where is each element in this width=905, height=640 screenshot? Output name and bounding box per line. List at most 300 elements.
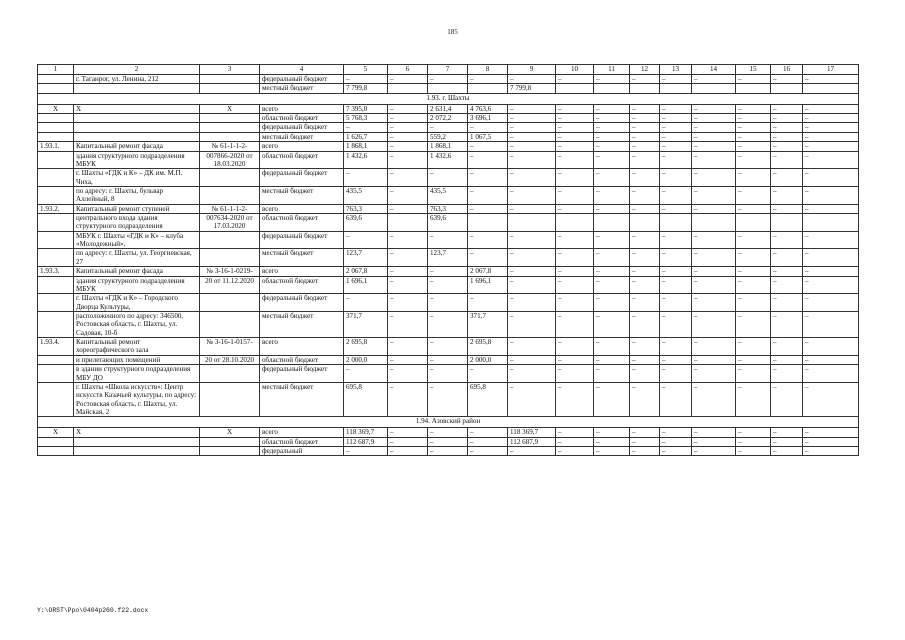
amount-cell: – bbox=[630, 132, 660, 141]
amount-cell: – bbox=[594, 186, 630, 204]
amount-cell: – bbox=[556, 132, 594, 141]
funding-source-cell: местный бюджет bbox=[260, 132, 344, 141]
amount-cell: – bbox=[594, 294, 630, 312]
amount-cell: – bbox=[736, 204, 771, 213]
object-name-cell: расположенного по адресу: 346500, Ростовская область, г. Шахты, ул. Садовая, 10-б bbox=[74, 311, 200, 337]
amount-cell: – bbox=[556, 142, 594, 151]
amount-cell: – bbox=[594, 123, 630, 132]
amount-cell: – bbox=[388, 231, 428, 249]
amount-cell: – bbox=[388, 204, 428, 213]
table-row bbox=[38, 231, 859, 249]
amount-cell: – bbox=[736, 311, 771, 337]
amount-cell bbox=[803, 84, 859, 93]
object-name-cell: МБУК г. Шахты «ГДК и К» – клуба «Молодежный», bbox=[74, 231, 200, 249]
amount-cell: 639,6 bbox=[428, 214, 468, 232]
column-number-cell: 17 bbox=[803, 65, 859, 75]
amount-cell: – bbox=[508, 338, 556, 356]
amount-cell: – bbox=[468, 151, 508, 169]
amount-cell: – bbox=[771, 132, 803, 141]
amount-cell: – bbox=[692, 142, 736, 151]
object-name-cell: здания структурного подразделения МБУК bbox=[74, 151, 200, 169]
table-row bbox=[38, 294, 859, 312]
amount-cell: 763,3 bbox=[344, 204, 388, 213]
amount-cell: – bbox=[388, 186, 428, 204]
amount-cell: – bbox=[692, 75, 736, 84]
object-name-cell: г. Шахты «ГДК и К» – ДК им. М.П. Чиха, bbox=[74, 169, 200, 187]
amount-cell: – bbox=[594, 311, 630, 337]
amount-cell: – bbox=[660, 249, 692, 267]
document-number-cell bbox=[200, 382, 260, 416]
amount-cell: – bbox=[556, 382, 594, 416]
document-number-cell: № 61-1-1-2- bbox=[200, 142, 260, 151]
amount-cell: – bbox=[630, 123, 660, 132]
amount-cell: – bbox=[594, 338, 630, 356]
amount-cell: – bbox=[428, 437, 468, 446]
amount-cell: – bbox=[736, 294, 771, 312]
amount-cell: – bbox=[556, 428, 594, 437]
amount-cell: – bbox=[660, 186, 692, 204]
table-row bbox=[38, 214, 859, 232]
amount-cell: – bbox=[736, 142, 771, 151]
amount-cell: – bbox=[771, 104, 803, 113]
amount-cell: – bbox=[736, 231, 771, 249]
amount-cell: – bbox=[660, 267, 692, 276]
amount-cell: – bbox=[508, 267, 556, 276]
amount-cell: – bbox=[388, 437, 428, 446]
table-row bbox=[38, 104, 859, 113]
amount-cell: – bbox=[468, 75, 508, 84]
amount-cell: 2 695,8 bbox=[344, 338, 388, 356]
item-number-cell bbox=[38, 365, 74, 383]
object-name-cell: и прилегающих помещений bbox=[74, 355, 200, 364]
funding-source-cell: местный бюджет bbox=[260, 249, 344, 267]
document-number-cell: 20 от 28.10.2020 bbox=[200, 355, 260, 364]
amount-cell: – bbox=[660, 382, 692, 416]
item-number-cell bbox=[38, 151, 74, 169]
amount-cell: – bbox=[692, 231, 736, 249]
amount-cell: – bbox=[594, 104, 630, 113]
column-number-cell: 1 bbox=[38, 65, 74, 75]
amount-cell: – bbox=[594, 276, 630, 294]
amount-cell: 7 799,8 bbox=[508, 84, 556, 93]
amount-cell: – bbox=[428, 169, 468, 187]
amount-cell: – bbox=[771, 151, 803, 169]
amount-cell: 559,2 bbox=[428, 132, 468, 141]
table-row bbox=[38, 132, 859, 141]
amount-cell: – bbox=[594, 382, 630, 416]
item-number-cell: 1.93.2. bbox=[38, 204, 74, 213]
item-number-cell bbox=[38, 132, 74, 141]
amount-cell: – bbox=[508, 294, 556, 312]
amount-cell: – bbox=[556, 447, 594, 456]
table-row bbox=[38, 186, 859, 204]
amount-cell: – bbox=[803, 151, 859, 169]
amount-cell: – bbox=[556, 437, 594, 446]
funding-source-cell: федеральный bbox=[260, 447, 344, 456]
amount-cell bbox=[468, 214, 508, 232]
funding-source-cell: местный бюджет bbox=[260, 311, 344, 337]
funding-source-cell: федеральный бюджет bbox=[260, 365, 344, 383]
amount-cell: – bbox=[736, 186, 771, 204]
amount-cell bbox=[594, 214, 630, 232]
item-number-cell bbox=[38, 355, 74, 364]
amount-cell: – bbox=[428, 276, 468, 294]
amount-cell: – bbox=[630, 447, 660, 456]
amount-cell bbox=[556, 84, 594, 93]
amount-cell: – bbox=[556, 311, 594, 337]
amount-cell: 3 696,1 bbox=[468, 114, 508, 123]
section-heading: 1.94. Азовский район bbox=[38, 417, 859, 428]
amount-cell: 371,7 bbox=[468, 311, 508, 337]
column-number-cell: 15 bbox=[736, 65, 771, 75]
object-name-cell: по адресу: г. Шахты, бульвар Аллейный, 8 bbox=[74, 186, 200, 204]
table-row bbox=[38, 114, 859, 123]
amount-cell: 639,6 bbox=[344, 214, 388, 232]
item-number-cell bbox=[38, 84, 74, 93]
amount-cell: – bbox=[771, 75, 803, 84]
amount-cell: – bbox=[388, 294, 428, 312]
amount-cell: – bbox=[660, 75, 692, 84]
funding-source-cell: местный бюджет bbox=[260, 84, 344, 93]
amount-cell: – bbox=[594, 114, 630, 123]
amount-cell: – bbox=[556, 249, 594, 267]
document-number-cell: № 3-16-1-0157- bbox=[200, 338, 260, 356]
amount-cell: – bbox=[428, 355, 468, 364]
amount-cell: – bbox=[388, 382, 428, 416]
amount-cell: 1 067,5 bbox=[468, 132, 508, 141]
amount-cell: – bbox=[630, 338, 660, 356]
amount-cell: – bbox=[468, 186, 508, 204]
amount-cell: – bbox=[594, 75, 630, 84]
document-number-cell: X bbox=[200, 428, 260, 437]
table-row bbox=[38, 382, 859, 416]
amount-cell: – bbox=[468, 123, 508, 132]
item-number-cell bbox=[38, 294, 74, 312]
amount-cell: – bbox=[388, 311, 428, 337]
document-number-cell: 007866-2020 от 18.03.2020 bbox=[200, 151, 260, 169]
amount-cell: – bbox=[660, 204, 692, 213]
amount-cell: – bbox=[428, 311, 468, 337]
amount-cell: 2 000,0 bbox=[468, 355, 508, 364]
amount-cell: – bbox=[556, 365, 594, 383]
amount-cell: – bbox=[660, 355, 692, 364]
table-row bbox=[38, 267, 859, 276]
amount-cell: 118 369,7 bbox=[344, 428, 388, 437]
amount-cell: 1 696,1 bbox=[468, 276, 508, 294]
page-number: 185 bbox=[447, 28, 458, 36]
amount-cell: – bbox=[803, 132, 859, 141]
item-number-cell bbox=[38, 276, 74, 294]
amount-cell: – bbox=[344, 123, 388, 132]
amount-cell: – bbox=[508, 114, 556, 123]
amount-cell: – bbox=[428, 294, 468, 312]
funding-source-cell: областной бюджет bbox=[260, 437, 344, 446]
amount-cell: – bbox=[388, 338, 428, 356]
item-number-cell bbox=[38, 114, 74, 123]
amount-cell: – bbox=[736, 428, 771, 437]
amount-cell: – bbox=[508, 311, 556, 337]
amount-cell: – bbox=[508, 151, 556, 169]
amount-cell: – bbox=[388, 123, 428, 132]
item-number-cell bbox=[38, 214, 74, 232]
amount-cell bbox=[660, 214, 692, 232]
amount-cell: – bbox=[594, 365, 630, 383]
object-name-cell bbox=[74, 123, 200, 132]
amount-cell: – bbox=[388, 104, 428, 113]
amount-cell: – bbox=[736, 169, 771, 187]
amount-cell: – bbox=[388, 447, 428, 456]
amount-cell: – bbox=[344, 365, 388, 383]
amount-cell: – bbox=[556, 169, 594, 187]
amount-cell: – bbox=[803, 338, 859, 356]
amount-cell: – bbox=[692, 365, 736, 383]
object-name-cell bbox=[74, 132, 200, 141]
amount-cell bbox=[803, 214, 859, 232]
amount-cell: 112 687,9 bbox=[508, 437, 556, 446]
table-row bbox=[38, 276, 859, 294]
object-name-cell: по адресу: г. Шахты, ул. Георгиевская, 27 bbox=[74, 249, 200, 267]
amount-cell: – bbox=[428, 338, 468, 356]
funding-source-cell: всего bbox=[260, 338, 344, 356]
amount-cell: 112 687,9 bbox=[344, 437, 388, 446]
amount-cell: 371,7 bbox=[344, 311, 388, 337]
amount-cell: – bbox=[771, 169, 803, 187]
amount-cell bbox=[388, 84, 428, 93]
amount-cell: 435,5 bbox=[344, 186, 388, 204]
amount-cell: – bbox=[736, 151, 771, 169]
object-name-cell: г. Шахты «ГДК и К» – Городского Дворца Культуры, bbox=[74, 294, 200, 312]
amount-cell: – bbox=[692, 428, 736, 437]
section-heading: 1.93. г. Шахты bbox=[38, 93, 859, 104]
amount-cell: – bbox=[771, 437, 803, 446]
amount-cell bbox=[771, 84, 803, 93]
amount-cell: – bbox=[428, 447, 468, 456]
document-number-cell bbox=[200, 294, 260, 312]
amount-cell: – bbox=[660, 338, 692, 356]
amount-cell: – bbox=[468, 294, 508, 312]
column-number-cell: 10 bbox=[556, 65, 594, 75]
amount-cell: – bbox=[594, 231, 630, 249]
amount-cell: – bbox=[508, 123, 556, 132]
amount-cell: – bbox=[468, 249, 508, 267]
amount-cell: – bbox=[508, 104, 556, 113]
amount-cell: – bbox=[803, 75, 859, 84]
funding-source-cell: федеральный бюджет bbox=[260, 75, 344, 84]
amount-cell: – bbox=[508, 365, 556, 383]
amount-cell: 2 067,8 bbox=[468, 267, 508, 276]
amount-cell bbox=[468, 84, 508, 93]
document-number-cell bbox=[200, 447, 260, 456]
amount-cell: – bbox=[630, 365, 660, 383]
funding-source-cell: областной бюджет bbox=[260, 114, 344, 123]
amount-cell: 763,3 bbox=[428, 204, 468, 213]
amount-cell: – bbox=[630, 231, 660, 249]
amount-cell: – bbox=[736, 338, 771, 356]
amount-cell: – bbox=[388, 249, 428, 267]
document-number-cell bbox=[200, 231, 260, 249]
amount-cell: – bbox=[388, 75, 428, 84]
table-row bbox=[38, 311, 859, 337]
amount-cell bbox=[736, 214, 771, 232]
document-number-cell bbox=[200, 311, 260, 337]
amount-cell: – bbox=[508, 204, 556, 213]
item-number-cell bbox=[38, 186, 74, 204]
funding-source-cell: всего bbox=[260, 204, 344, 213]
document-number-cell bbox=[200, 169, 260, 187]
amount-cell: – bbox=[692, 169, 736, 187]
amount-cell: – bbox=[556, 75, 594, 84]
amount-cell: – bbox=[508, 186, 556, 204]
amount-cell: – bbox=[556, 267, 594, 276]
item-number-cell: 1.93.1. bbox=[38, 142, 74, 151]
table-row bbox=[38, 437, 859, 446]
amount-cell: – bbox=[388, 169, 428, 187]
object-name-cell: Капитальный ремонт фасада bbox=[74, 267, 200, 276]
amount-cell: – bbox=[508, 382, 556, 416]
amount-cell: – bbox=[771, 447, 803, 456]
amount-cell: – bbox=[388, 132, 428, 141]
amount-cell: – bbox=[388, 151, 428, 169]
item-number-cell bbox=[38, 123, 74, 132]
amount-cell: – bbox=[508, 75, 556, 84]
amount-cell: – bbox=[556, 204, 594, 213]
section-heading-row bbox=[38, 417, 859, 428]
file-path-footer: Y:\ORST\Ppo\0404p260.f22.docx bbox=[37, 607, 149, 614]
amount-cell: – bbox=[508, 355, 556, 364]
column-number-cell: 9 bbox=[508, 65, 556, 75]
column-number-cell: 8 bbox=[468, 65, 508, 75]
amount-cell: 1 696,1 bbox=[344, 276, 388, 294]
document-number-cell: 20 от 11.12.2020 bbox=[200, 276, 260, 294]
amount-cell: – bbox=[428, 428, 468, 437]
amount-cell: – bbox=[771, 267, 803, 276]
amount-cell: – bbox=[692, 249, 736, 267]
amount-cell: 1 868,1 bbox=[428, 142, 468, 151]
amount-cell: – bbox=[803, 267, 859, 276]
amount-cell: – bbox=[803, 311, 859, 337]
amount-cell: – bbox=[630, 249, 660, 267]
funding-source-cell: областной бюджет bbox=[260, 214, 344, 232]
amount-cell: 5 768,3 bbox=[344, 114, 388, 123]
amount-cell: – bbox=[771, 276, 803, 294]
document-number-cell bbox=[200, 132, 260, 141]
amount-cell bbox=[428, 84, 468, 93]
amount-cell: – bbox=[594, 428, 630, 437]
object-name-cell: центрального входа здания структурного подразделения bbox=[74, 214, 200, 232]
amount-cell: – bbox=[388, 276, 428, 294]
amount-cell: – bbox=[630, 151, 660, 169]
amount-cell: – bbox=[660, 151, 692, 169]
amount-cell: – bbox=[388, 355, 428, 364]
item-number-cell bbox=[38, 169, 74, 187]
funding-source-cell: местный бюджет bbox=[260, 382, 344, 416]
item-number-cell bbox=[38, 447, 74, 456]
amount-cell: – bbox=[594, 249, 630, 267]
table-row bbox=[38, 447, 859, 456]
document-number-cell bbox=[200, 249, 260, 267]
amount-cell: – bbox=[428, 123, 468, 132]
document-number-cell bbox=[200, 365, 260, 383]
amount-cell: – bbox=[468, 365, 508, 383]
amount-cell bbox=[630, 214, 660, 232]
amount-cell: – bbox=[692, 382, 736, 416]
column-number-cell: 6 bbox=[388, 65, 428, 75]
amount-cell: – bbox=[692, 294, 736, 312]
funding-source-cell: федеральный бюджет bbox=[260, 231, 344, 249]
amount-cell: – bbox=[508, 169, 556, 187]
amount-cell: 123,7 bbox=[428, 249, 468, 267]
amount-cell: – bbox=[803, 437, 859, 446]
amount-cell: – bbox=[630, 142, 660, 151]
funding-source-cell: федеральный бюджет bbox=[260, 294, 344, 312]
amount-cell: – bbox=[468, 231, 508, 249]
amount-cell: – bbox=[803, 365, 859, 383]
amount-cell: 118 369,7 bbox=[508, 428, 556, 437]
column-number-cell: 2 bbox=[74, 65, 200, 75]
amount-cell: – bbox=[630, 382, 660, 416]
document-number-cell bbox=[200, 84, 260, 93]
amount-cell: – bbox=[736, 75, 771, 84]
column-number-cell: 5 bbox=[344, 65, 388, 75]
amount-cell: – bbox=[428, 267, 468, 276]
amount-cell bbox=[556, 214, 594, 232]
amount-cell: – bbox=[508, 447, 556, 456]
section-heading-row bbox=[38, 93, 859, 104]
amount-cell: – bbox=[660, 123, 692, 132]
amount-cell: – bbox=[660, 365, 692, 383]
amount-cell: – bbox=[630, 75, 660, 84]
amount-cell: – bbox=[771, 355, 803, 364]
object-name-cell bbox=[74, 447, 200, 456]
amount-cell: – bbox=[692, 186, 736, 204]
amount-cell: 2 072,2 bbox=[428, 114, 468, 123]
amount-cell bbox=[630, 84, 660, 93]
amount-cell: – bbox=[660, 142, 692, 151]
funding-source-cell: федеральный бюджет bbox=[260, 169, 344, 187]
amount-cell: – bbox=[594, 142, 630, 151]
funding-source-cell: областной бюджет bbox=[260, 355, 344, 364]
budget-table bbox=[37, 64, 859, 456]
amount-cell: 1 868,1 bbox=[344, 142, 388, 151]
amount-cell: – bbox=[630, 104, 660, 113]
amount-cell: – bbox=[660, 104, 692, 113]
amount-cell: – bbox=[468, 428, 508, 437]
amount-cell: – bbox=[388, 428, 428, 437]
amount-cell: – bbox=[692, 114, 736, 123]
table-row bbox=[38, 151, 859, 169]
amount-cell: – bbox=[736, 132, 771, 141]
document-number-cell bbox=[200, 114, 260, 123]
amount-cell: – bbox=[428, 382, 468, 416]
amount-cell: – bbox=[736, 437, 771, 446]
amount-cell: – bbox=[630, 114, 660, 123]
document-number-cell bbox=[200, 437, 260, 446]
amount-cell: – bbox=[594, 355, 630, 364]
amount-cell bbox=[771, 214, 803, 232]
amount-cell: – bbox=[556, 104, 594, 113]
item-number-cell bbox=[38, 311, 74, 337]
column-number-cell: 7 bbox=[428, 65, 468, 75]
amount-cell: – bbox=[388, 114, 428, 123]
amount-cell bbox=[692, 214, 736, 232]
amount-cell: 4 763,6 bbox=[468, 104, 508, 113]
amount-cell: 1 432,6 bbox=[344, 151, 388, 169]
amount-cell: – bbox=[508, 276, 556, 294]
amount-cell: – bbox=[803, 428, 859, 437]
object-name-cell: X bbox=[74, 104, 200, 113]
amount-cell: – bbox=[771, 123, 803, 132]
amount-cell: 7 799,8 bbox=[344, 84, 388, 93]
